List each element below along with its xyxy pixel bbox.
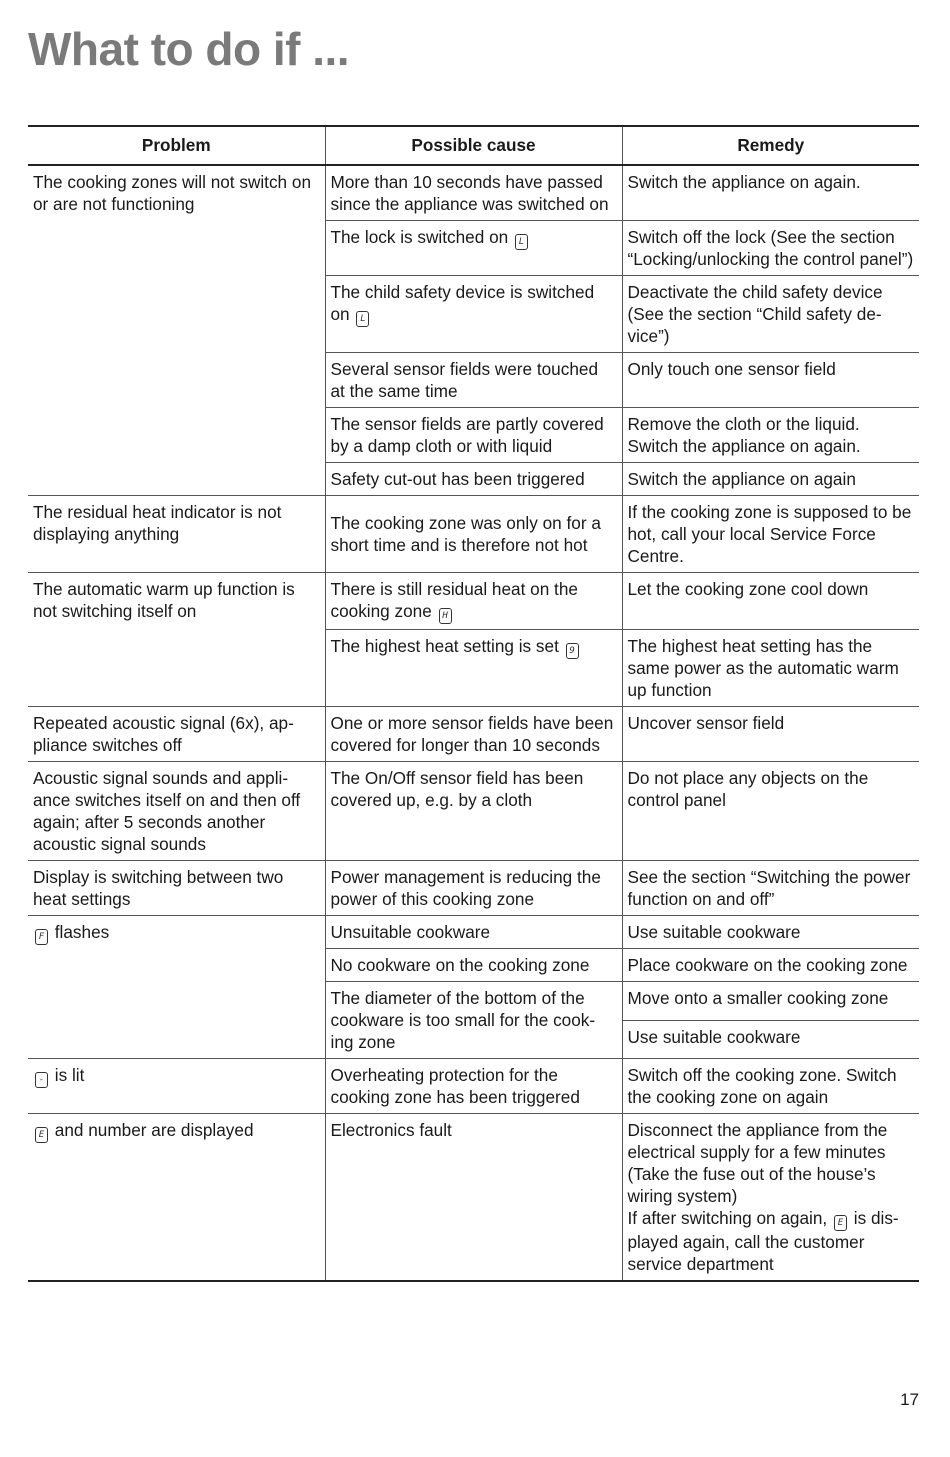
table-row: [28, 1114, 919, 1282]
cause-cell: Electronics fault: [325, 1114, 622, 1282]
cause-cell: Several sensor fields were touched at the same time: [325, 353, 622, 408]
cause-cell: The diameter of the bottom of the cookware is too small for the cook-ing zone: [325, 982, 622, 1059]
cause-cell: [325, 221, 622, 276]
page-title: What to do if ...: [28, 23, 350, 75]
cause-cell: Safety cut-out has been triggered: [325, 463, 622, 496]
remedy-cell: Switch the appliance on again: [622, 463, 919, 496]
cause-cell: [325, 573, 622, 630]
cause-text: The child safety device is switched on: [330, 282, 595, 324]
problem-cell: [28, 1059, 325, 1114]
remedy-cell: Switch off the cooking zone. Switch the cooking zone on again: [622, 1059, 919, 1114]
table-row: [28, 861, 919, 916]
cause-cell: One or more sensor fields have been covered for longer than 10 seconds: [325, 707, 622, 762]
remedy-cell: Do not place any objects on the control panel: [622, 762, 919, 861]
table-row: [28, 916, 919, 949]
remedy-cell: If the cooking zone is supposed to be hot, call your local Service Force Centre.: [622, 496, 919, 573]
problem-text: and number are displayed: [54, 1120, 254, 1140]
table-row: [28, 573, 919, 630]
remedy-cell: See the section “Switching the power function on and off”: [622, 861, 919, 916]
remedy-cell: The highest heat setting has the same power as the automatic warm up function: [622, 630, 919, 707]
remedy-text: If after switching on again,: [627, 1208, 828, 1228]
remedy-cell: Let the cooking zone cool down: [622, 573, 919, 630]
cause-cell: [325, 276, 622, 353]
remedy-cell: Remove the cloth or the liquid. Switch the appliance on again.: [622, 408, 919, 463]
header-cause: Possible cause: [325, 126, 622, 165]
troubleshooting-table: [28, 125, 919, 1282]
cause-cell: More than 10 seconds have passed since the appliance was switched on: [325, 165, 622, 221]
remedy-cell: Use suitable cookware: [622, 1020, 919, 1059]
cause-text: The highest heat setting is set: [330, 636, 559, 656]
cause-cell: [325, 630, 622, 707]
problem-cell: Repeated acoustic signal (6x), ap-pliance switches off: [28, 707, 325, 762]
cause-cell: Power management is reducing the power of this cooking zone: [325, 861, 622, 916]
remedy-text: is dis-played again, call the customer service department: [627, 1208, 899, 1274]
cause-text: There is still residual heat on the cooking zone: [330, 579, 578, 621]
problem-cell: The automatic warm up function is not switching itself on: [28, 573, 325, 707]
e-symbol-icon: E: [35, 1127, 48, 1143]
problem-cell: The cooking zones will not switch on or are not functioning: [28, 165, 325, 496]
remedy-cell: Move onto a smaller cooking zone: [622, 982, 919, 1021]
cause-cell: Unsuitable cookware: [325, 916, 622, 949]
residual-heat-symbol-icon: H: [439, 608, 452, 624]
problem-cell: [28, 1114, 325, 1282]
table-header-row: [28, 126, 919, 165]
table-row: [28, 165, 919, 221]
cause-cell: The sensor fields are partly covered by a damp cloth or with liquid: [325, 408, 622, 463]
table-row: [28, 707, 919, 762]
f-symbol-icon: F: [35, 929, 48, 945]
remedy-cell: Deactivate the child safety device (See the section “Child safety de-vice”): [622, 276, 919, 353]
remedy-cell: Switch off the lock (See the section “Locking/unlocking the control panel”): [622, 221, 919, 276]
header-remedy: Remedy: [622, 126, 919, 165]
cause-cell: The cooking zone was only on for a short time and is therefore not hot: [325, 496, 622, 573]
cause-cell: No cookware on the cooking zone: [325, 949, 622, 982]
lock-symbol-icon: L: [356, 311, 369, 327]
table-row: [28, 496, 919, 573]
page-number: 17: [900, 1390, 919, 1409]
remedy-cell: [622, 1114, 919, 1282]
remedy-cell: Use suitable cookware: [622, 916, 919, 949]
remedy-cell: Place cookware on the cooking zone: [622, 949, 919, 982]
table-row: [28, 1059, 919, 1114]
dash-symbol-icon: -: [35, 1072, 48, 1088]
cause-cell: Overheating protection for the cooking zone has been triggered: [325, 1059, 622, 1114]
remedy-cell: Only touch one sensor field: [622, 353, 919, 408]
cause-cell: The On/Off sensor field has been covered up, e.g. by a cloth: [325, 762, 622, 861]
problem-text: is lit: [54, 1065, 85, 1085]
remedy-cell: Switch the appliance on again.: [622, 165, 919, 221]
heat-setting-symbol-icon: 9: [566, 643, 579, 659]
lock-symbol-icon: L: [515, 234, 528, 250]
problem-cell: Display is switching between two heat settings: [28, 861, 325, 916]
remedy-text: Disconnect the appliance from the electrical supply for a few minutes (Take the fuse out of the house’s wiring system): [627, 1120, 888, 1206]
cause-text: The lock is switched on: [330, 227, 509, 247]
remedy-cell: Uncover sensor field: [622, 707, 919, 762]
problem-cell: Acoustic signal sounds and appli-ance switches itself on and then off again; after 5 seconds another acoustic signal sounds: [28, 762, 325, 861]
problem-cell: The residual heat indicator is not displaying anything: [28, 496, 325, 573]
e-symbol-icon: E: [834, 1215, 847, 1231]
problem-text: flashes: [54, 922, 110, 942]
problem-cell: [28, 916, 325, 1059]
table-row: [28, 762, 919, 861]
header-problem: Problem: [28, 126, 325, 165]
